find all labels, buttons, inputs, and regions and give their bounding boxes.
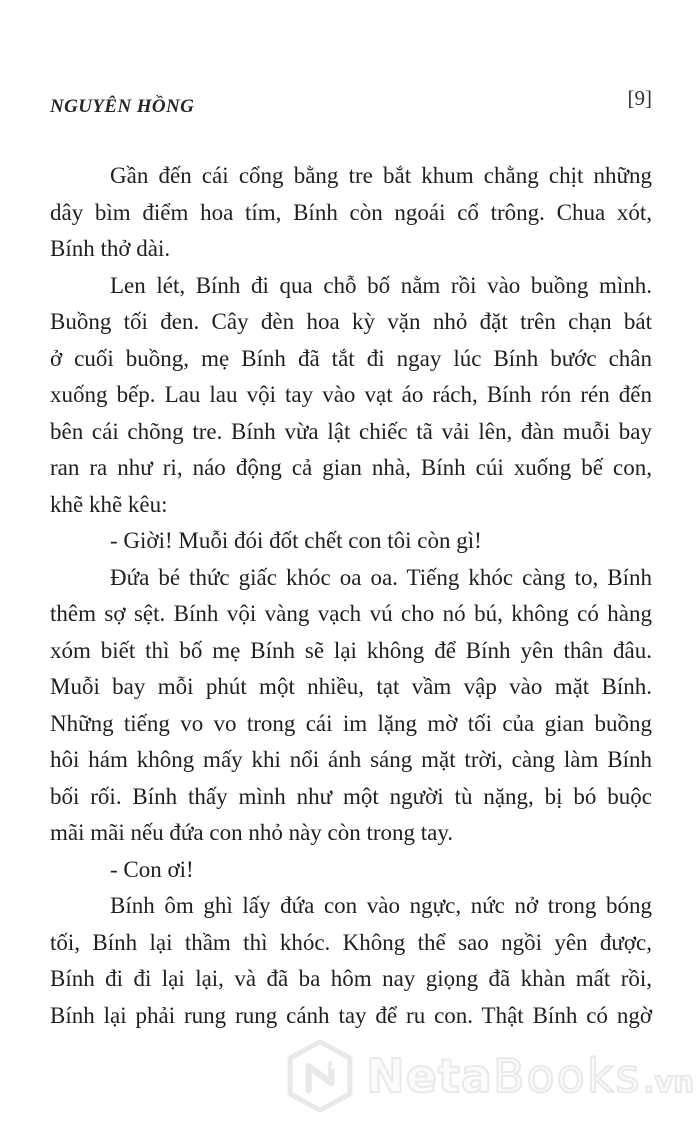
paragraph <box>50 268 652 524</box>
watermark-brand-part2: Books <box>492 1049 642 1103</box>
paragraph <box>50 158 652 268</box>
text-line: Buồng tối đen. Cây đèn hoa kỳ vặn nhỏ đặt trên chạn bát <box>50 309 652 334</box>
text-line: Đứa bé thức giấc khóc oa oa. Tiếng khóc càng to, Bính <box>110 564 652 590</box>
netabooks-watermark <box>284 1039 694 1113</box>
dialogue-line: - Con ơi! <box>110 856 194 882</box>
page-number: [9] <box>627 86 652 110</box>
dialogue-line: - Giời! Muỗi đói đốt chết con tôi còn gì! <box>110 528 482 553</box>
text-line: mãi mãi nếu đứa con nhỏ này còn trong tay. <box>50 820 454 845</box>
text-line: ở cuối buồng, mẹ Bính đã tắt đi ngay lúc Bính bước chân <box>50 345 652 371</box>
text-line: Gần đến cái cổng bằng tre bắt khum chằng chịt những <box>110 163 652 188</box>
text-line: bối rối. Bính thấy mình như một người tù nặng, bị bó buộc <box>50 783 652 809</box>
watermark-brand-part1: Neta <box>366 1049 493 1103</box>
text-line: dây bìm điểm hoa tím, Bính còn ngoái cổ trông. Chua xót, <box>50 199 652 225</box>
watermark-tld: .vn <box>643 1065 694 1099</box>
text-line: Những tiếng vo vo trong cái im lặng mờ tối của gian buồng <box>50 710 652 736</box>
text-line: tối, Bính lại thầm thì khóc. Không thể sao ngồi yên được, <box>50 929 652 955</box>
netabooks-hexagon-logo-icon <box>284 1039 356 1113</box>
text-line: Muỗi bay mỗi phút một nhiều, tạt vầm vập vào mặt Bính. <box>50 674 652 699</box>
text-line: hôi hám không mấy khi nổi ánh sáng mặt trời, càng làm Bính <box>50 747 652 772</box>
paragraph <box>50 560 652 852</box>
paragraph <box>50 888 652 1034</box>
text-line: xóm biết thì bố mẹ Bính sẽ lại không để Bính yên thân đâu. <box>50 637 652 663</box>
netabooks-wordmark <box>366 1049 694 1103</box>
paragraph <box>50 852 652 889</box>
running-header <box>50 86 652 118</box>
paragraph <box>50 523 652 560</box>
text-line: Bính thở dài. <box>50 236 171 261</box>
text-line: Len lét, Bính đi qua chỗ bố nằm rồi vào buồng mình. <box>110 272 652 298</box>
text-line: bên cái chõng tre. Bính vừa lật chiếc tã vải lên, đàn muỗi bay <box>50 418 652 444</box>
text-line: xuống bếp. Lau lau vội tay vào vạt áo rách, Bính rón rén đến <box>50 382 652 407</box>
text-line: khẽ khẽ kêu: <box>50 491 168 517</box>
text-line: Bính lại phải rung rung cánh tay để ru con. Thật Bính có ngờ <box>50 1002 652 1028</box>
text-line: ran ra như ri, náo động cả gian nhà, Bính cúi xuống bế con, <box>50 455 652 480</box>
body-text <box>50 158 652 1034</box>
text-line: thêm sợ sệt. Bính vội vàng vạch vú cho nó bú, không có hàng <box>50 601 652 626</box>
text-line: Bính ôm ghì lấy đứa con vào ngực, nức nở trong bóng <box>110 893 652 918</box>
author-name: NGUYÊN HỒNG <box>50 96 195 117</box>
text-line: Bính đi đi lại lại, và đã ba hôm nay giọng đã khàn mất rồi, <box>50 966 652 991</box>
